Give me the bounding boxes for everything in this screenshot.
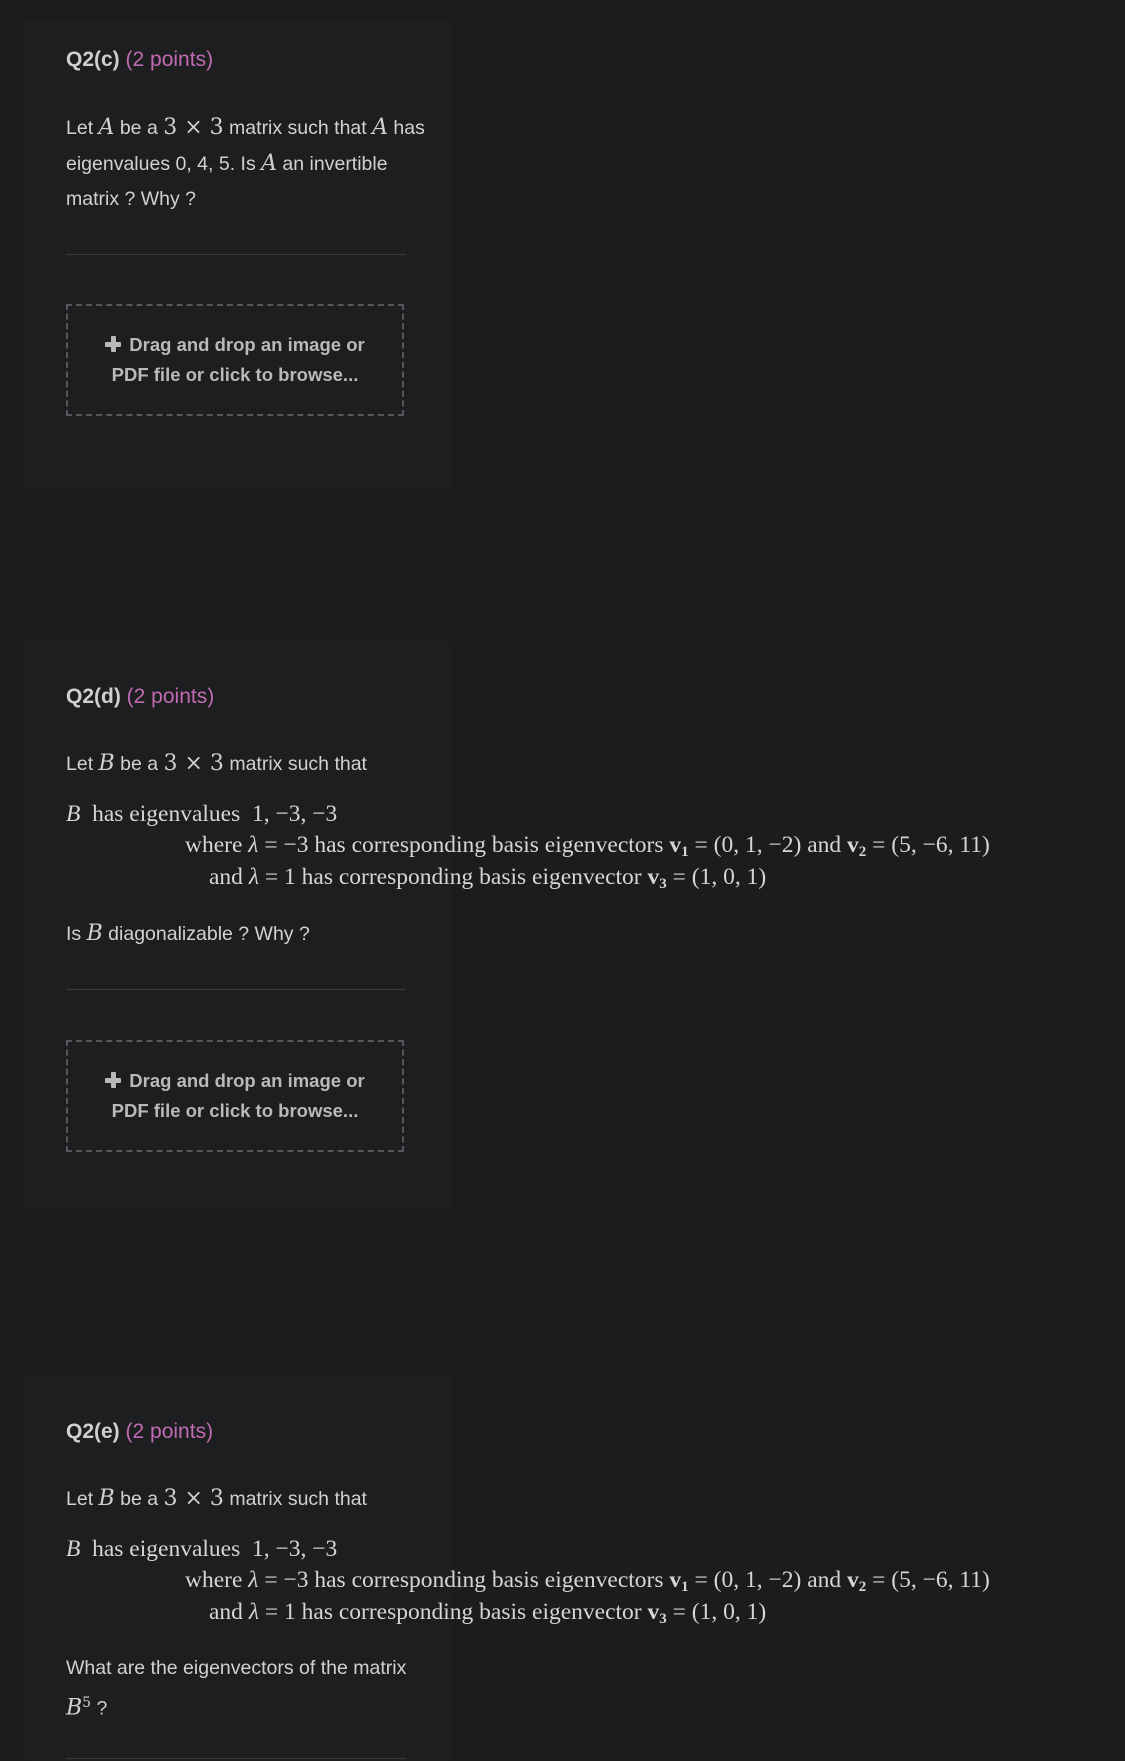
question-points: (2 points)	[125, 48, 214, 71]
question-prompt: Let B be a 3 × 3 matrix such that	[66, 1486, 367, 1511]
divider	[66, 254, 406, 255]
equation-line-1: B has eigenvalues 1, −3, −3	[66, 801, 338, 827]
equation-line-2: where λ = −3 has corresponding basis eigenvectors v1 = (0, 1, −2) and v2 = (5, −6, 11)	[185, 832, 990, 860]
question-id: Q2(e)	[66, 1420, 120, 1443]
plus-icon	[105, 336, 121, 352]
plus-icon	[105, 1072, 121, 1088]
question-prompt: Let B be a 3 × 3 matrix such that	[66, 751, 367, 776]
question-id: Q2(c)	[66, 48, 120, 71]
question-id: Q2(d)	[66, 685, 121, 708]
divider	[66, 989, 406, 990]
question-followup: Is B diagonalizable ? Why ?	[66, 921, 310, 946]
question-points: (2 points)	[126, 685, 215, 708]
question-title	[66, 1420, 213, 1444]
question-title	[66, 48, 213, 72]
upload-label: Drag and drop an image or PDF file or click to browse...	[100, 330, 370, 390]
question-title	[66, 685, 214, 709]
divider	[66, 1758, 406, 1759]
equation-line-3: and λ = 1 has corresponding basis eigenvector v3 = (1, 0, 1)	[209, 864, 767, 892]
question-points: (2 points)	[125, 1420, 214, 1443]
question-followup: What are the eigenvectors of the matrix $B^5$ ?	[66, 1657, 407, 1721]
file-upload-dropzone[interactable]	[66, 1040, 404, 1152]
upload-label: Drag and drop an image or PDF file or click to browse...	[100, 1066, 370, 1126]
question-prompt: Let A be a 3 × 3 matrix such that A has eigenvalues 0, 4, 5. Is A an invertible matrix ? Why ?	[66, 115, 425, 210]
equation-line-2: where λ = −3 has corresponding basis eigenvectors v1 = (0, 1, −2) and v2 = (5, −6, 11)	[185, 1567, 990, 1595]
equation-line-1: B has eigenvalues 1, −3, −3	[66, 1536, 338, 1562]
question-card-q2c	[22, 20, 452, 490]
file-upload-dropzone[interactable]	[66, 304, 404, 416]
equation-line-3: and λ = 1 has corresponding basis eigenvector v3 = (1, 0, 1)	[209, 1599, 767, 1627]
